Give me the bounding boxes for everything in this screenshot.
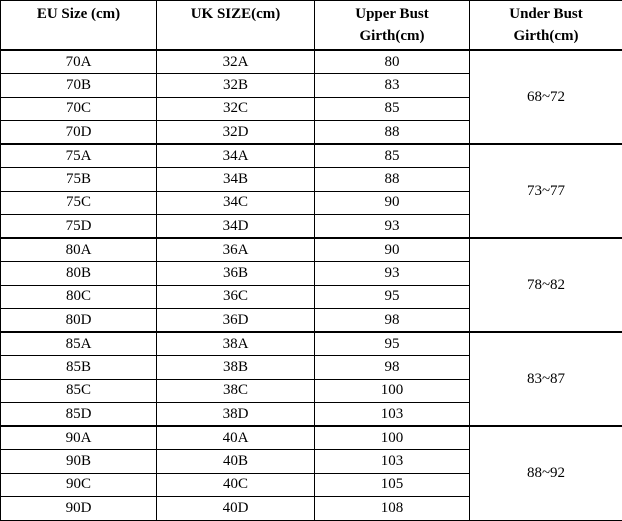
table-body: [1, 50, 622, 520]
cell-eu-size: 80B: [1, 262, 157, 286]
cell-upper-bust: 103: [315, 450, 470, 474]
cell-uk-size: 38D: [157, 403, 315, 427]
cell-eu-size: 90B: [1, 450, 157, 474]
cell-upper-bust: 88: [315, 168, 470, 192]
table-row: [1, 238, 622, 262]
cell-uk-size: 34D: [157, 215, 315, 239]
cell-uk-size: 32C: [157, 97, 315, 121]
cell-eu-size: 75D: [1, 215, 157, 239]
cell-uk-size: 32D: [157, 121, 315, 145]
cell-uk-size: 34A: [157, 144, 315, 168]
cell-eu-size: 90C: [1, 473, 157, 497]
cell-uk-size: 40A: [157, 426, 315, 450]
cell-uk-size: 32B: [157, 74, 315, 98]
cell-eu-size: 85B: [1, 356, 157, 380]
cell-uk-size: 36B: [157, 262, 315, 286]
header-row: [1, 1, 622, 51]
cell-uk-size: 36D: [157, 309, 315, 333]
table-row: [1, 50, 622, 74]
cell-uk-size: 34C: [157, 191, 315, 215]
cell-eu-size: 80A: [1, 238, 157, 262]
cell-eu-size: 70C: [1, 97, 157, 121]
cell-upper-bust: 103: [315, 403, 470, 427]
cell-upper-bust: 98: [315, 356, 470, 380]
cell-uk-size: 40C: [157, 473, 315, 497]
cell-eu-size: 85D: [1, 403, 157, 427]
cell-uk-size: 38B: [157, 356, 315, 380]
cell-uk-size: 40B: [157, 450, 315, 474]
table-row: [1, 426, 622, 450]
cell-under-bust-range: 88~92: [470, 426, 622, 520]
cell-eu-size: 90D: [1, 497, 157, 521]
cell-upper-bust: 90: [315, 191, 470, 215]
cell-uk-size: 38A: [157, 332, 315, 356]
cell-under-bust-range: 73~77: [470, 144, 622, 238]
cell-eu-size: 70B: [1, 74, 157, 98]
cell-upper-bust: 98: [315, 309, 470, 333]
cell-upper-bust: 90: [315, 238, 470, 262]
cell-eu-size: 80C: [1, 285, 157, 309]
cell-upper-bust: 108: [315, 497, 470, 521]
cell-upper-bust: 85: [315, 97, 470, 121]
cell-upper-bust: 85: [315, 144, 470, 168]
cell-eu-size: 70D: [1, 121, 157, 145]
table-row: [1, 144, 622, 168]
cell-upper-bust: 80: [315, 50, 470, 74]
table-row: [1, 332, 622, 356]
cell-upper-bust: 100: [315, 426, 470, 450]
cell-uk-size: 38C: [157, 379, 315, 403]
cell-eu-size: 75C: [1, 191, 157, 215]
header-under-bust: Under Bust Girth(cm): [470, 1, 622, 51]
cell-eu-size: 75B: [1, 168, 157, 192]
cell-uk-size: 36A: [157, 238, 315, 262]
cell-under-bust-range: 83~87: [470, 332, 622, 426]
cell-upper-bust: 93: [315, 262, 470, 286]
cell-under-bust-range: 68~72: [470, 50, 622, 144]
cell-upper-bust: 93: [315, 215, 470, 239]
cell-upper-bust: 95: [315, 332, 470, 356]
cell-eu-size: 85A: [1, 332, 157, 356]
cell-eu-size: 85C: [1, 379, 157, 403]
cell-upper-bust: 100: [315, 379, 470, 403]
cell-eu-size: 70A: [1, 50, 157, 74]
cell-upper-bust: 95: [315, 285, 470, 309]
cell-upper-bust: 88: [315, 121, 470, 145]
cell-uk-size: 36C: [157, 285, 315, 309]
cell-uk-size: 32A: [157, 50, 315, 74]
header-upper-bust: Upper Bust Girth(cm): [315, 1, 470, 51]
cell-eu-size: 90A: [1, 426, 157, 450]
cell-upper-bust: 105: [315, 473, 470, 497]
cell-under-bust-range: 78~82: [470, 238, 622, 332]
cell-uk-size: 40D: [157, 497, 315, 521]
table-header: [1, 1, 622, 51]
cell-uk-size: 34B: [157, 168, 315, 192]
cell-eu-size: 80D: [1, 309, 157, 333]
cell-upper-bust: 83: [315, 74, 470, 98]
cell-eu-size: 75A: [1, 144, 157, 168]
header-eu-size: EU Size (cm): [1, 1, 157, 51]
header-uk-size: UK SIZE(cm): [157, 1, 315, 51]
